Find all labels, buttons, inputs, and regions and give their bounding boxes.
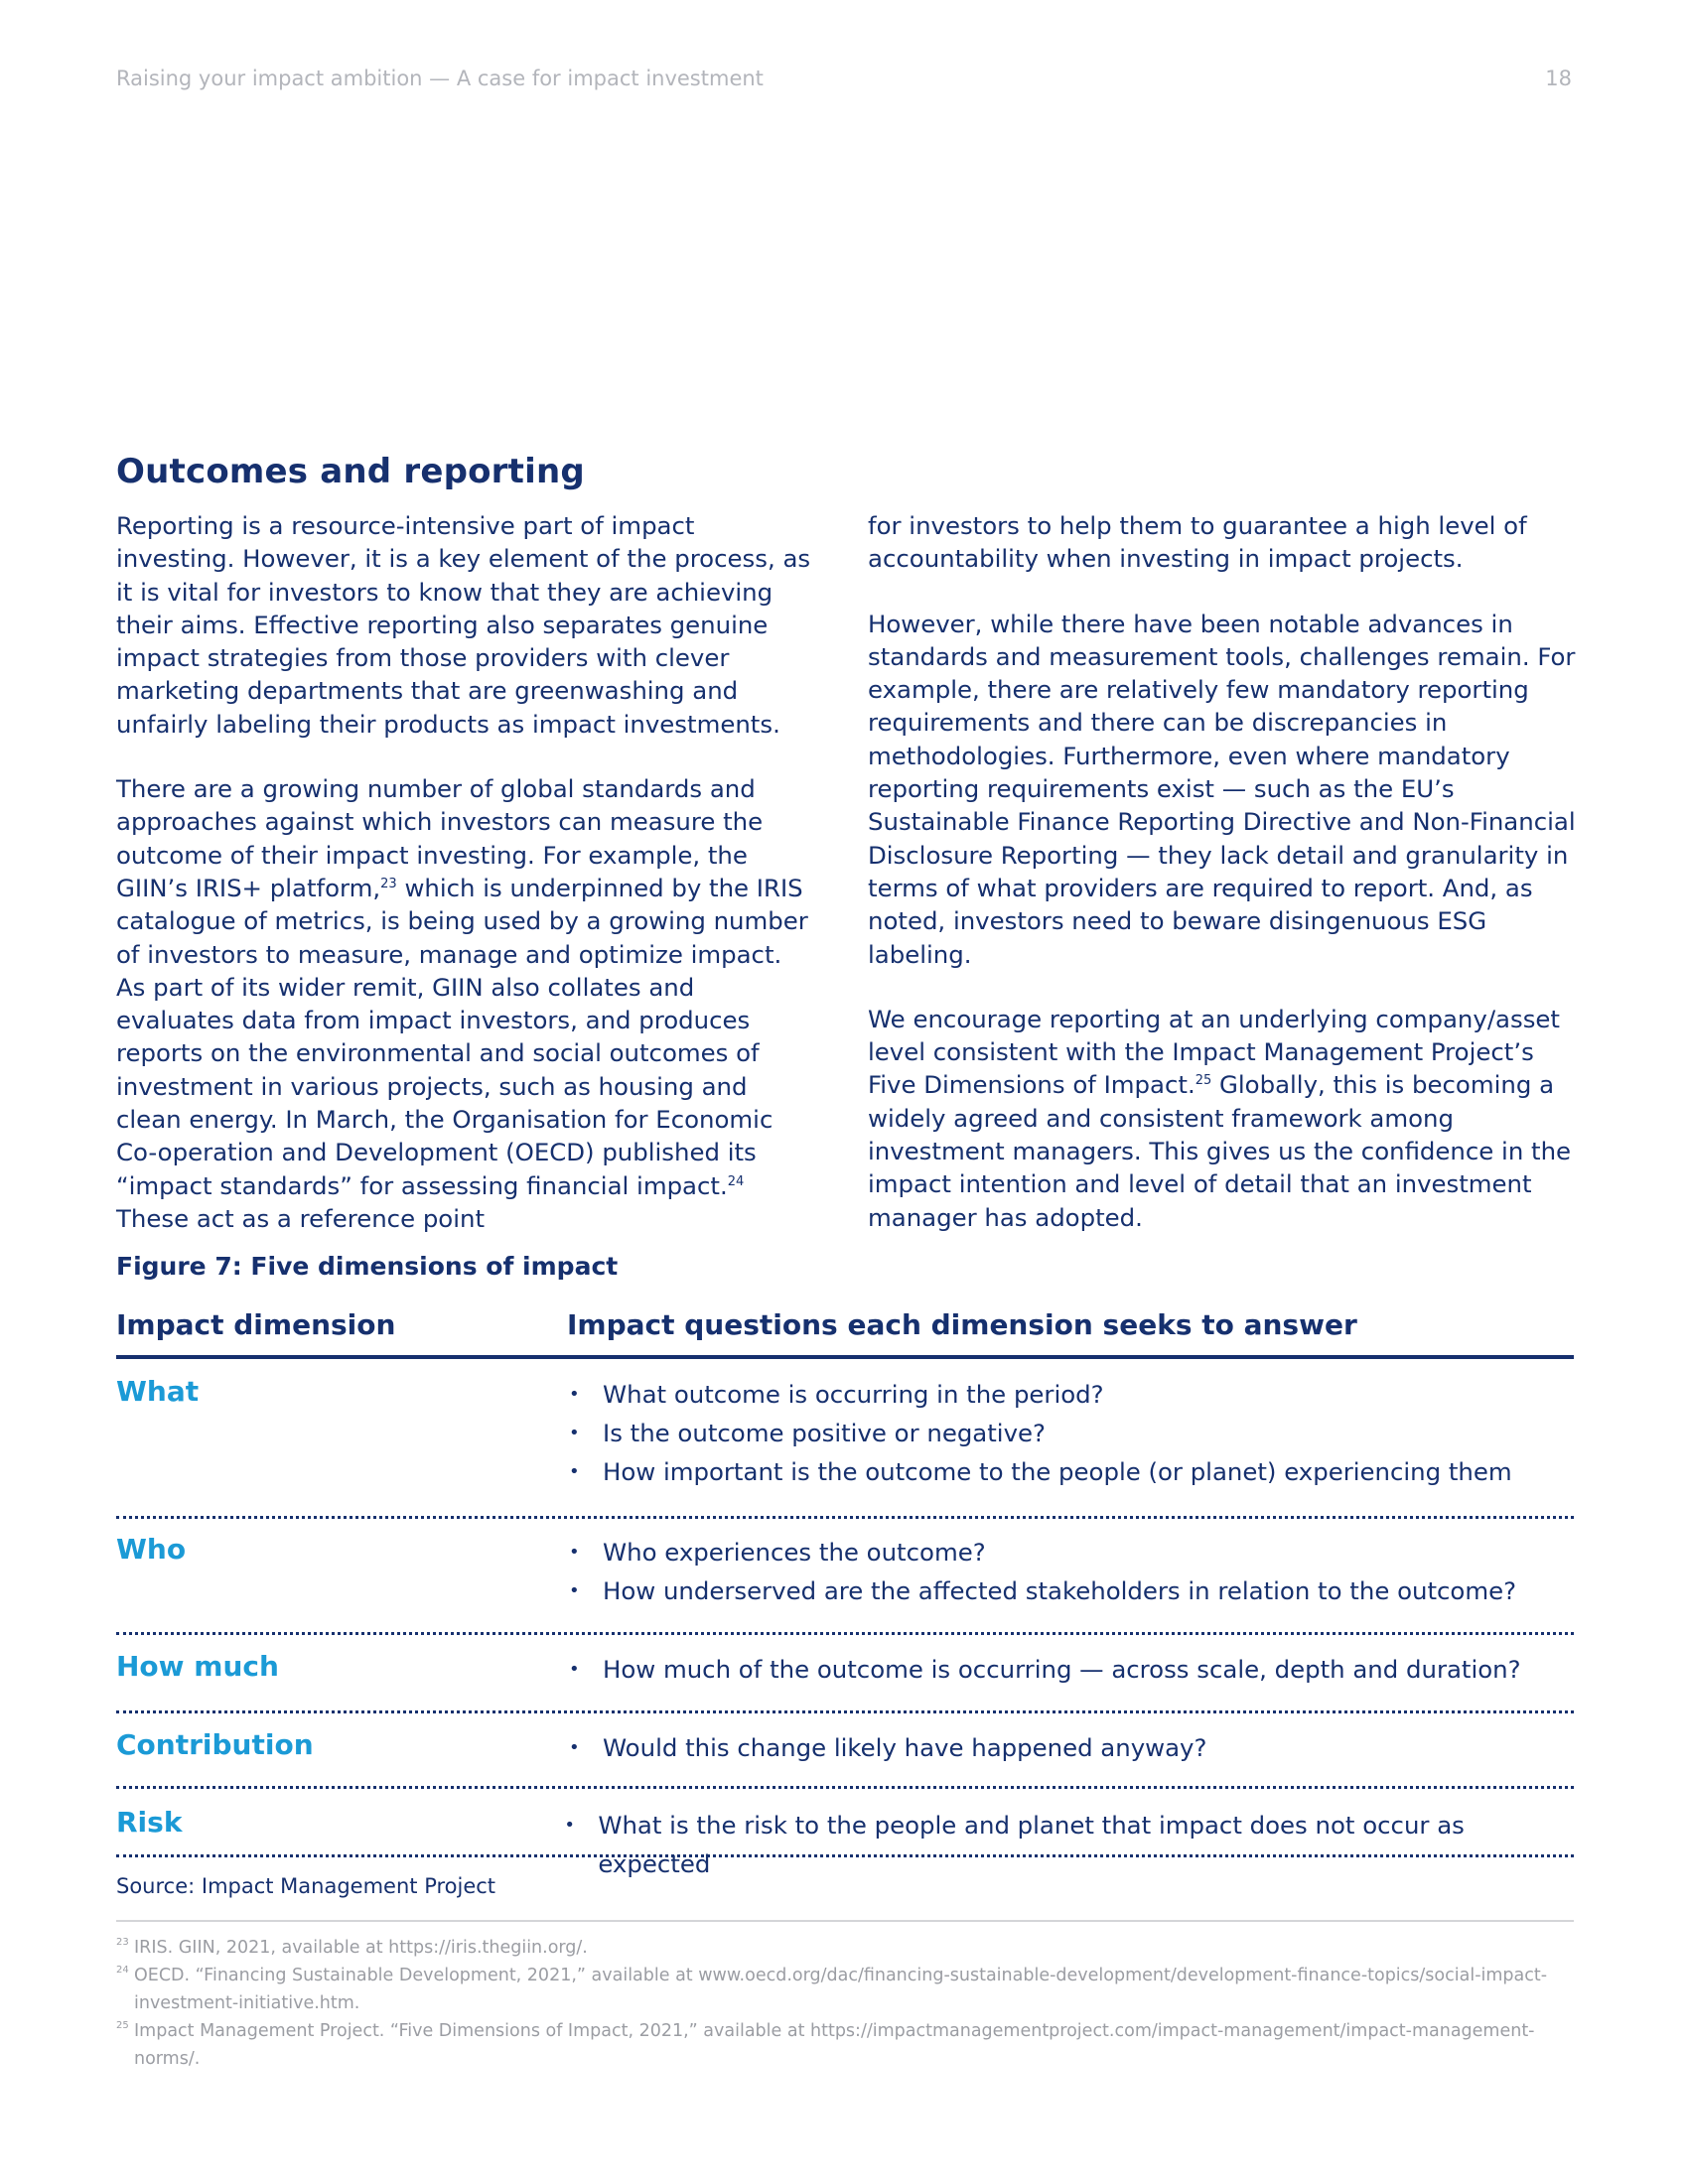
- list-item: • How underserved are the affected stakeholders in relation to the outcome?: [567, 1571, 1516, 1610]
- list-item: • What outcome is occurring in the period?: [567, 1375, 1512, 1414]
- footnote-text: Impact Management Project. “Five Dimensions of Impact, 2021,” available at https://impactmanagementproject.com/impact-management/impact-management-norms/.: [134, 2021, 1535, 2069]
- running-title: Raising your impact ambition — A case for impact investment: [116, 67, 764, 90]
- list-item: • Who experiences the outcome?: [567, 1533, 1516, 1571]
- list-item: • How important is the outcome to the people (or planet) experiencing them: [567, 1452, 1512, 1491]
- question-list: [567, 1375, 1512, 1516]
- section-title: Outcomes and reporting: [116, 452, 585, 491]
- dimension-label: What: [116, 1375, 200, 1408]
- paragraph: There are a growing number of global standards and approaches against which investors can measure the outcome of their impact investing. For example, the GIIN’s IRIS+ platform,$^{23}$ which is underpinned by the IRIS catalogue of metrics, is being used by a growing number of investors to measure, manage and optimize impact. As part of its wider remit, GIIN also collates and evaluates data from impact investors, and produces reports on the environmental and social outcomes of investment in various projects, such as housing and clean energy. In March, the Organisation for Economic Co-operation and Development (OECD) published its “impact standards” for assessing financial impact.$^{24}$ These act as a reference point: [116, 774, 808, 1233]
- footnotes: [116, 1934, 1576, 2073]
- question-list: [567, 1533, 1516, 1632]
- table-row: [116, 1519, 1574, 1635]
- question-list: [567, 1650, 1521, 1710]
- column-header: Impact dimension: [116, 1308, 396, 1341]
- right-column: [868, 509, 1583, 1234]
- figure-source: Source: Impact Management Project: [116, 1874, 496, 1898]
- footnote: [116, 1962, 1576, 2017]
- footnote-ref[interactable]: 25: [1195, 1073, 1212, 1089]
- figure-title: Figure 7: Five dimensions of impact: [116, 1252, 619, 1281]
- paragraph: We encourage reporting at an underlying company/asset level consistent with the Impact Management Project’s Five Dimensions of Impact.$^{25}$ Globally, this is becoming a widely agreed and consistent framework among investment managers. This gives us the confidence in the impact intention and level of detail that an investment manager has adopted.: [868, 1004, 1572, 1232]
- table-row: [116, 1635, 1574, 1713]
- footnote-text: IRIS. GIIN, 2021, available at https://iris.thegiin.org/.: [134, 1938, 588, 1958]
- table-row: [116, 1789, 1574, 1878]
- list-item: • What is the risk to the people and planet that impact does not occur as expected: [562, 1806, 1574, 1883]
- table-header: [116, 1305, 1574, 1359]
- running-header: [116, 67, 1572, 90]
- question-list: [562, 1806, 1574, 1878]
- paragraph: However, while there have been notable advances in standards and measurement tools, challenges remain. For example, there are relatively few mandatory reporting requirements and there can be discrepancies in methodologies. Furthermore, even where mandatory reporting requirements exist — such as the EU’s Sustainable Finance Reporting Directive and Non-Financial Disclosure Reporting — they lack detail and granularity in terms of what providers are required to report. And, as noted, investors need to beware disingenuous ESG labeling.: [868, 609, 1576, 969]
- list-item: • Is the outcome positive or negative?: [567, 1414, 1512, 1452]
- dimension-label: Who: [116, 1533, 187, 1566]
- impact-dimensions-table: [116, 1305, 1574, 1878]
- footnote-ref[interactable]: 23: [380, 876, 397, 891]
- footnote-number: 23: [116, 1937, 129, 1948]
- paragraph: for investors to help them to guarantee a high level of accountability when investing in impact projects.: [868, 511, 1527, 574]
- footnote-number: 25: [116, 2020, 129, 2031]
- dimension-label: How much: [116, 1650, 279, 1683]
- table-row: [116, 1713, 1574, 1789]
- footnote-number: 24: [116, 1965, 129, 1976]
- dimension-label: Contribution: [116, 1728, 314, 1761]
- footnote: [116, 1934, 1576, 1962]
- footnote-divider: [116, 1920, 1574, 1922]
- footnote: [116, 2017, 1576, 2073]
- footnote-ref[interactable]: 24: [727, 1173, 745, 1189]
- list-item: • How much of the outcome is occurring — across scale, depth and duration?: [567, 1650, 1521, 1689]
- page-number: 18: [1545, 67, 1572, 90]
- list-item: • Would this change likely have happened anyway?: [567, 1728, 1206, 1767]
- footnote-text: OECD. “Financing Sustainable Development, 2021,” available at www.oecd.org/dac/financing-sustainable-development/development-finance-topics/social-impact-investment-initiative.htm.: [134, 1966, 1548, 2013]
- dimension-label: Risk: [116, 1806, 183, 1839]
- column-header: Impact questions each dimension seeks to answer: [567, 1308, 1357, 1341]
- table-row: [116, 1359, 1574, 1519]
- paragraph: Reporting is a resource-intensive part of impact investing. However, it is a key element of the process, as it is vital for investors to know that they are achieving their aims. Effective reporting also separates genuine impact strategies from those providers with clever marketing departments that are greenwashing and unfairly labeling their products as impact investments.: [116, 511, 811, 739]
- question-list: [567, 1728, 1206, 1786]
- left-column: [116, 509, 811, 1235]
